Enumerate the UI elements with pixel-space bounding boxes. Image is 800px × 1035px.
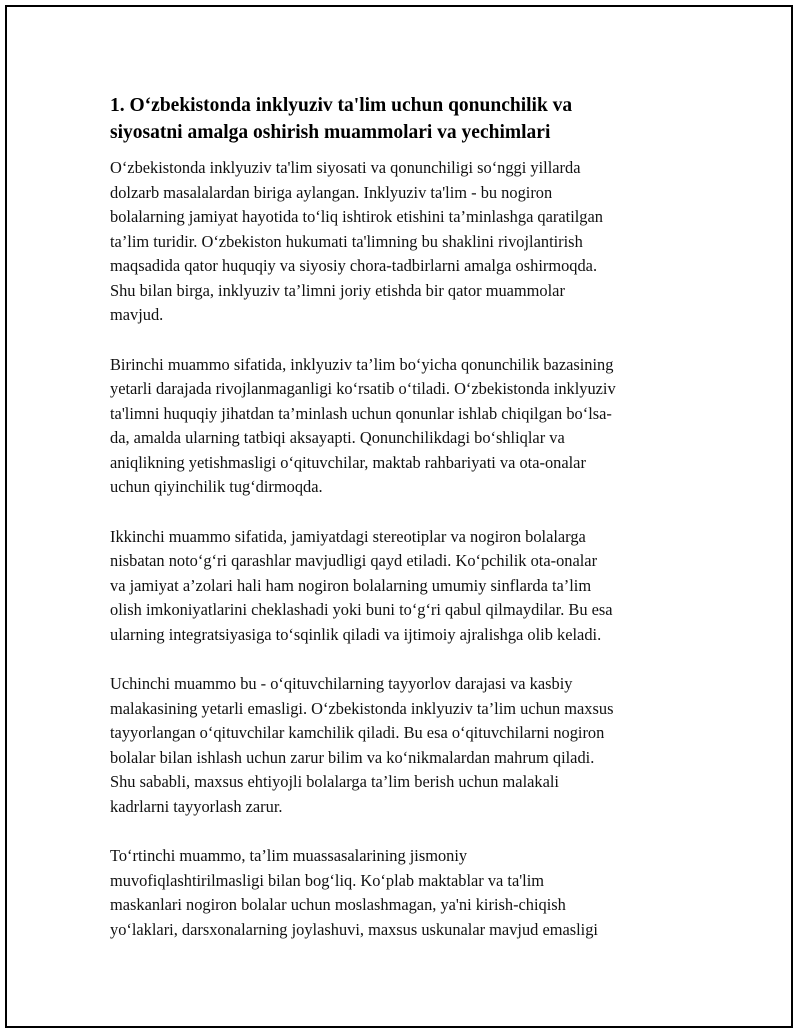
paragraph-line: Birinchi muammo sifatida, inklyuziv ta’lim bo‘yicha qonunchilik bazasining <box>110 354 614 374</box>
paragraph-line: ularning integratsiyasiga to‘sqinlik qiladi va ijtimoiy ajralishga olib keladi. <box>110 624 602 644</box>
paragraph-line: kadrlarni tayyorlash zarur. <box>110 796 283 816</box>
paragraph-line: Shu sababli, maxsus ehtiyojli bolalarga ta’lim berish uchun malakali <box>110 772 559 791</box>
paragraph-line: uchun qiyinchilik tug‘dirmoqda. <box>110 477 323 496</box>
paragraph-line: Shu bilan birga, inklyuziv ta’limni joriy etishda bir qator muammolar <box>110 280 565 300</box>
paragraph-line: olish imkoniyatlarini cheklashadi yoki buni to‘g‘ri qabul qilmaydilar. Bu esa <box>110 600 613 619</box>
paragraph-line: aniqlikning yetishmasligi o‘qituvchilar, maktab rahbariyati va ota-onalar <box>110 452 586 472</box>
paragraph-line: ta’lim turidir. O‘zbekiston hukumati ta'limning bu shaklini rivojlantirish <box>110 231 583 251</box>
paragraph-line: O‘zbekistonda inklyuziv ta'lim siyosati va qonunchiligi so‘nggi yillarda <box>110 158 581 177</box>
paragraph-line: muvofiqlashtirilmasligi bilan bog‘liq. Ko‘plab maktablar va ta'lim <box>110 870 545 890</box>
paragraph-line: maskanlari nogiron bolalar uchun moslashmagan, ya'ni kirish-chiqish <box>110 895 566 914</box>
paragraph-line: ta'limni huquqiy jihatdan ta’minlash uchun qonunlar ishlab chiqilgan bo‘lsa- <box>110 403 612 423</box>
paragraph-line: dolzarb masalalardan biriga aylangan. Inklyuziv ta'lim - bu nogiron <box>110 182 553 202</box>
paragraph-third-problem <box>110 672 690 819</box>
paragraph-fourth-problem <box>110 844 690 942</box>
paragraph-line: maqsadida qator huquqiy va siyosiy chora-tadbirlarni amalga oshirmoqda. <box>110 256 598 275</box>
paragraph-line: va jamiyat a’zolari hali ham nogiron bolalarning umumiy sinflarda ta’lim <box>110 575 592 595</box>
heading-line: 1. O‘zbekistonda inklyuziv ta'lim uchun qonunchilik va <box>110 95 573 116</box>
paragraph-line: tayyorlangan o‘qituvchilar kamchilik qiladi. Bu esa o‘qituvchilarni nogiron <box>110 723 605 742</box>
paragraph-line: nisbatan noto‘g‘ri qarashlar mavjudligi qayd etiladi. Ko‘pchilik ota-onalar <box>110 551 598 570</box>
paragraph-line: yetarli darajada rivojlanmaganligi ko‘rsatib o‘tiladi. O‘zbekistonda inklyuziv <box>110 379 616 398</box>
paragraph-second-problem <box>110 525 690 648</box>
paragraph-line: da, amalda ularning tatbiqi aksayapti. Qonunchilikdagi bo‘shliqlar va <box>110 428 565 447</box>
paragraph-line: To‘rtinchi muammo, ta’lim muassasalarining jismoniy <box>110 846 468 865</box>
paragraph-intro <box>110 156 690 328</box>
paragraph-line: yo‘laklari, darsxonalarning joylashuvi, maxsus uskunalar mavjud emasligi <box>110 919 598 939</box>
paragraph-line: bolalar bilan ishlash uchun zarur bilim va ko‘nikmalardan mahrum qiladi. <box>110 747 595 767</box>
paragraph-first-problem <box>110 353 690 500</box>
paragraph-line: malakasining yetarli emasligi. O‘zbekistonda inklyuziv ta’lim uchun maxsus <box>110 698 614 718</box>
paragraph-line: mavjud. <box>110 305 164 324</box>
paragraph-line: bolalarning jamiyat hayotida to‘liq ishtirok etishini ta’minlashga qaratilgan <box>110 207 603 226</box>
heading-line: siyosatni amalga oshirish muammolari va yechimlari <box>110 122 551 143</box>
document-body <box>110 92 690 967</box>
paragraph-line: Uchinchi muammo bu - o‘qituvchilarning tayyorlov darajasi va kasbiy <box>110 674 573 693</box>
paragraph-line: Ikkinchi muammo sifatida, jamiyatdagi stereotiplar va nogiron bolalarga <box>110 526 586 546</box>
section-heading <box>110 92 690 146</box>
